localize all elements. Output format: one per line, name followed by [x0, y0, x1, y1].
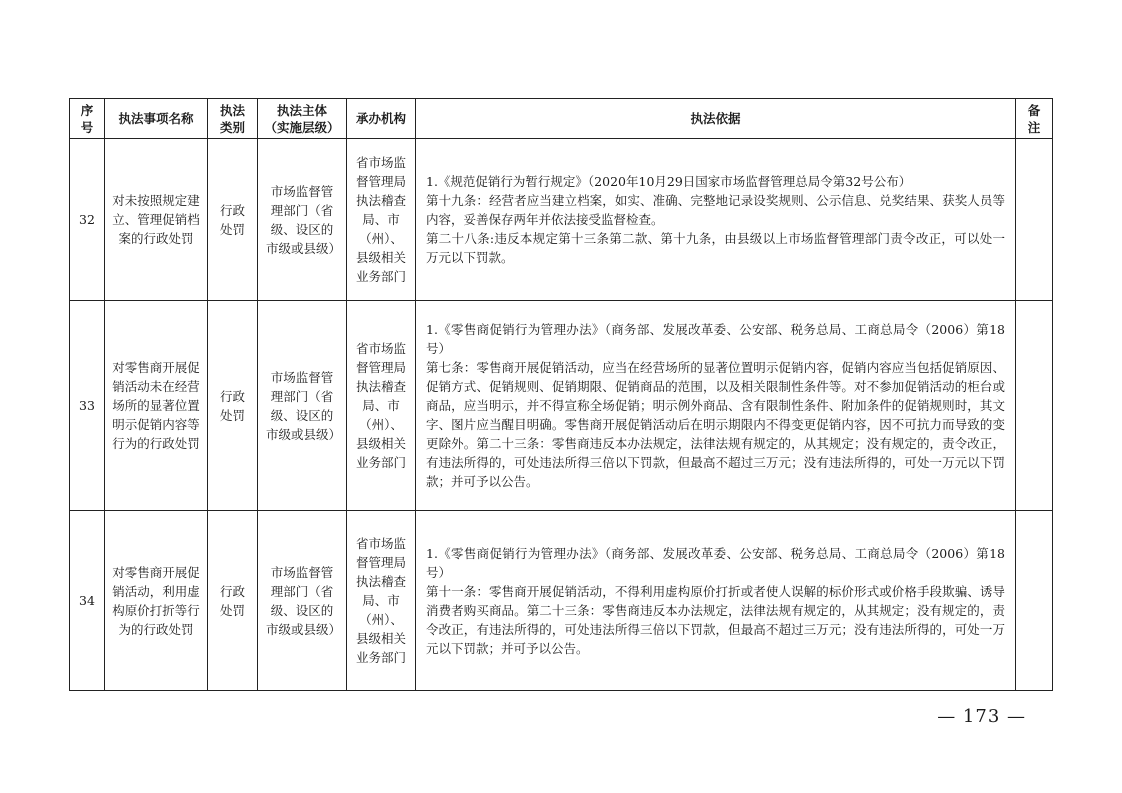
- basis-paragraph: 第七条：零售商开展促销活动，应当在经营场所的显著位置明示促销内容，促销内容应当包括促销原因、促销方式、促销规则、促销期限、促销商品的范围，以及相关限制性条件等。对不参加促销活动的柜台或商品，应当明示，并不得宣称全场促销；明示例外商品、含有限制性条件、附加条件的促销规则时，其文字、图片应当醒目明确。零售商开展促销活动后在明示期限内不得变更促销内容，因不可抗力而导致的变更除外。第二十三条：零售商违反本办法规定，法律法规有规定的，从其规定；没有规定的，责令改正，有违法所得的，可处违法所得三倍以下罚款，但最高不超过三万元；没有违法所得的，可处一万元以下罚款；并可予以公告。: [426, 360, 1005, 489]
- row-agency: 省市场监督管理局执法稽查局、市（州）、县级相关业务部门: [347, 139, 416, 301]
- page-number: — 173 —: [937, 706, 1026, 727]
- table-row: [70, 511, 1053, 691]
- row-basis: [416, 511, 1016, 691]
- basis-paragraph: 第十九条：经营者应当建立档案，如实、准确、完整地记录设奖规则、公示信息、兑奖结果、获奖人员等内容，妥善保存两年并依法接受监督检查。: [426, 193, 1005, 227]
- basis-paragraph: 1.《规范促销行为暂行规定》（2020年10月29日国家市场监督管理总局令第32号公布）: [426, 174, 912, 189]
- header-index: 序号: [70, 99, 105, 139]
- table-row: [70, 139, 1053, 301]
- row-remark: [1016, 511, 1053, 691]
- row-name: 对未按照规定建立、管理促销档案的行政处罚: [105, 139, 208, 301]
- basis-paragraph: 第十一条：零售商开展促销活动，不得利用虚构原价打折或者使人误解的标价形式或价格手段欺骗、诱导消费者购买商品。第二十三条：零售商违反本办法规定，法律法规有规定的，从其规定；没有规定的，责令改正，有违法所得的，可处违法所得三倍以下罚款，但最高不超过三万元；没有违法所得的，可处一万元以下罚款；并可予以公告。: [426, 583, 1005, 656]
- header-row: [70, 99, 1053, 139]
- row-basis: [416, 301, 1016, 511]
- row-name: 对零售商开展促销活动未在经营场所的显著位置明示促销内容等行为的行政处罚: [105, 301, 208, 511]
- row-index: 34: [70, 511, 105, 691]
- header-category: 执法类别: [208, 99, 258, 139]
- header-agency: 承办机构: [347, 99, 416, 139]
- row-index: 33: [70, 301, 105, 511]
- header-basis: 执法依据: [416, 99, 1016, 139]
- row-name: 对零售商开展促销活动，利用虚构原价打折等行为的行政处罚: [105, 511, 208, 691]
- basis-paragraph: 1.《零售商促销行为管理办法》（商务部、发展改革委、公安部、税务总局、工商总局令（2006）第18号）: [426, 322, 1005, 356]
- row-agency: 省市场监督管理局执法稽查局、市（州）、县级相关业务部门: [347, 301, 416, 511]
- enforcement-table: [69, 98, 1053, 691]
- header-subject: [258, 99, 347, 139]
- row-category: 行政处罚: [208, 301, 258, 511]
- header-subject-line2: （实施层级）: [264, 119, 340, 135]
- row-agency: 省市场监督管理局执法稽查局、市（州）、县级相关业务部门: [347, 511, 416, 691]
- row-category: 行政处罚: [208, 139, 258, 301]
- row-basis: [416, 139, 1016, 301]
- row-remark: [1016, 301, 1053, 511]
- row-category: 行政处罚: [208, 511, 258, 691]
- row-subject: 市场监督管理部门（省级、设区的市级或县级）: [258, 511, 347, 691]
- header-name: 执法事项名称: [105, 99, 208, 139]
- row-remark: [1016, 139, 1053, 301]
- table-row: [70, 301, 1053, 511]
- row-subject: 市场监督管理部门（省级、设区的市级或县级）: [258, 301, 347, 511]
- basis-paragraph: 1.《零售商促销行为管理办法》（商务部、发展改革委、公安部、税务总局、工商总局令（2006）第18号）: [426, 545, 1005, 580]
- basis-paragraph: 第二十八条:违反本规定第十三条第二款、第十九条，由县级以上市场监督管理部门责令改正，可以处一万元以下罚款。: [426, 231, 1005, 265]
- row-index: 32: [70, 139, 105, 301]
- header-subject-line1: 执法主体: [276, 102, 327, 118]
- row-subject: 市场监督管理部门（省级、设区的市级或县级）: [258, 139, 347, 301]
- header-remark: 备注: [1016, 99, 1053, 139]
